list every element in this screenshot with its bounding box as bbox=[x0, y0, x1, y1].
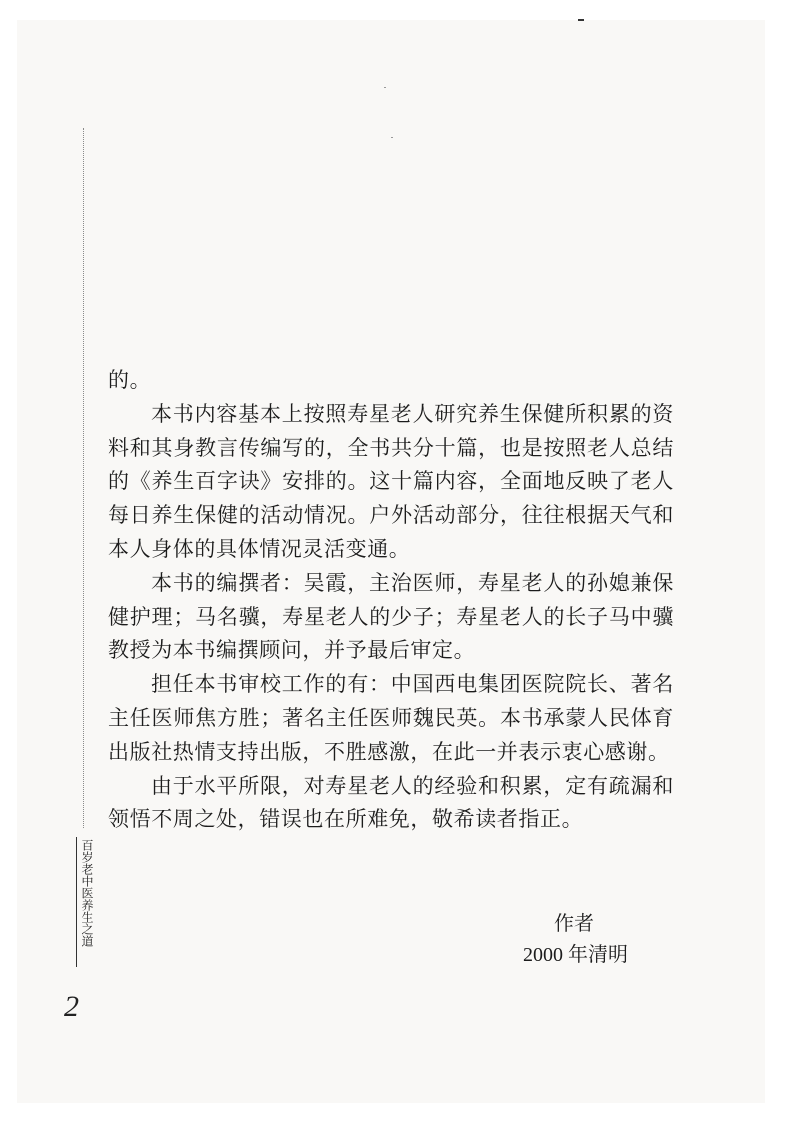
paragraph-content-overview: 本书内容基本上按照寿星老人研究养生保健所积累的资料和其身教言传编写的，全书共分十篇，也是按照老人总结的《养生百字诀》安排的。这十篇内容，全面地反映了老人每日养生保健的活动情况。户外活动部分，往往根据天气和本人身体的具体情况灵活变通。 bbox=[108, 401, 674, 561]
margin-dotted-rule bbox=[83, 128, 84, 828]
scan-speck bbox=[384, 87, 386, 88]
paragraph-editors: 本书的编撰者：吴霞，主治医师，寿星老人的孙媳兼保健护理；马名骥，寿星老人的少子；寿星老人的长子马中骥教授为本书编撰顾问，并予最后审定。 bbox=[108, 570, 674, 663]
preface-body bbox=[108, 364, 674, 837]
paragraph-continuation: 的。 bbox=[108, 368, 152, 392]
scan-speck bbox=[391, 137, 393, 138]
paragraph-acknowledgements: 担任本书审校工作的有：中国西电集团医院院长、著名主任医师焦方胜；著名主任医师魏民英。本书承蒙人民体育出版社热情支持出版，不胜感激，在此一并表示衷心感谢。 bbox=[108, 672, 674, 764]
signature-block bbox=[520, 907, 680, 971]
page-number: 2 bbox=[64, 990, 79, 1023]
signature-author: 作者 bbox=[554, 911, 594, 935]
paragraph-disclaimer: 由于水平所限，对寿星老人的经验和积累，定有疏漏和领悟不周之处，错误也在所难免，敬希读者指正。 bbox=[108, 773, 674, 832]
scan-artifact-mark bbox=[578, 19, 584, 21]
running-head-book-title: 百岁老中医养生之道 bbox=[76, 837, 94, 967]
signature-date: 2000 年清明 bbox=[523, 944, 628, 966]
